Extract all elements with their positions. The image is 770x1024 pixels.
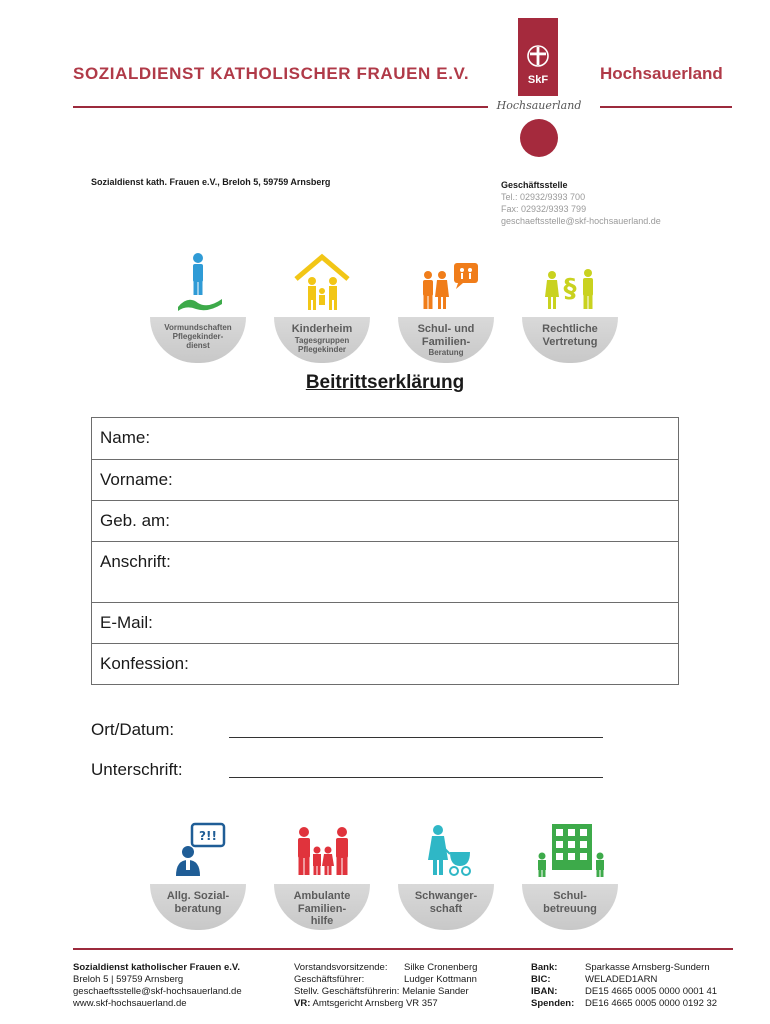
cross-emblem-icon <box>526 44 550 68</box>
service-school-support <box>522 818 618 948</box>
board-value: Silke Cronenberg <box>404 962 478 973</box>
decorative-circle <box>520 119 558 157</box>
service-family-help <box>274 818 370 948</box>
service-label-line2: schaft <box>429 902 463 915</box>
bank-value: DE15 4665 0005 0000 0001 41 <box>585 986 718 997</box>
board-label: Vorstandsvorsitzende: <box>294 962 388 973</box>
header-rule-right <box>600 106 732 108</box>
sender-address-line: Sozialdienst kath. Frauen e.V., Breloh 5, 59759 Arnsberg <box>91 177 331 187</box>
service-label-line2: betreuung <box>543 902 597 915</box>
footer-org-name: Sozialdienst katholischer Frauen e.V. <box>73 962 241 973</box>
svg-text:?!!: ?!! <box>199 829 217 843</box>
pregnancy-icon <box>406 818 486 880</box>
service-label-line1: Schwanger- <box>414 890 478 902</box>
office-heading: Geschäftsstelle <box>501 180 568 190</box>
logo-subtitle: Hochsauerland <box>496 99 582 112</box>
signature-line[interactable] <box>229 777 603 778</box>
bank-value: Sparkasse Arnsberg-Sundern <box>585 962 710 973</box>
board-label: VR: <box>294 998 311 1009</box>
bank-label: IBAN: <box>531 986 558 997</box>
bank-value: DE16 4665 0005 0000 0192 32 <box>585 998 718 1009</box>
field-label: Name: <box>100 428 151 447</box>
service-childrens-home <box>274 251 370 381</box>
service-label-line1: Allg. Sozial- <box>166 890 230 902</box>
field-address[interactable] <box>92 541 678 602</box>
service-label-line1: Vormundschaften <box>164 323 232 332</box>
signature-label: Unterschrift: <box>91 760 183 779</box>
office-fax: Fax: 02932/9393 799 <box>501 204 587 214</box>
service-label-line3: hilfe <box>310 915 334 928</box>
childrens-home-icon <box>282 251 362 313</box>
field-label: E-Mail: <box>100 613 153 632</box>
service-label-line3: Beratung <box>428 348 464 358</box>
office-email: geschaeftsstelle@skf-hochsauerland.de <box>501 216 661 226</box>
footer-rule <box>73 948 733 950</box>
school-support-icon <box>530 818 610 880</box>
office-phone: Tel.: 02932/9393 700 <box>501 192 586 202</box>
board-value: Ludger Kottmann <box>404 974 477 985</box>
service-legal-representation <box>522 251 618 381</box>
svg-text:§: § <box>563 274 577 304</box>
service-label-line1: Kinderheim <box>291 323 353 335</box>
field-first-name[interactable] <box>92 459 678 500</box>
field-label: Anschrift: <box>100 552 171 571</box>
field-name[interactable] <box>92 418 678 459</box>
membership-form <box>91 417 679 685</box>
service-label-line2: Familien- <box>297 902 347 915</box>
footer-board <box>294 962 478 1010</box>
board-value: Melanie Sander <box>402 986 469 997</box>
social-counseling-icon <box>158 818 238 880</box>
service-label-line2: beratung <box>174 902 222 915</box>
service-pregnancy <box>398 818 494 948</box>
bank-value: WELADED1ARN <box>585 974 658 985</box>
organization-title: SOZIALDIENST KATHOLISCHER FRAUEN E.V. <box>73 64 470 83</box>
service-label-line2: Vertretung <box>542 335 598 348</box>
footer-web-link[interactable]: www.skf-hochsauerland.de <box>73 998 187 1009</box>
footer-street: Breloh 5 | 59759 Arnsberg <box>73 974 184 985</box>
header-rule-left <box>73 106 488 108</box>
footer-address <box>73 962 242 1010</box>
service-label-line2: Tagesgruppen <box>294 335 350 345</box>
footer-bank <box>531 962 717 1010</box>
footer-email-link[interactable]: geschaeftsstelle@skf-hochsauerland.de <box>73 986 242 997</box>
legal-representation-icon <box>530 251 610 313</box>
service-guardianship <box>150 251 246 381</box>
region-title: Hochsauerland <box>600 64 723 83</box>
family-help-icon <box>282 818 362 880</box>
bank-label: Spenden: <box>531 998 575 1009</box>
bank-label: Bank: <box>531 962 558 973</box>
service-label-line1: Ambulante <box>293 890 351 902</box>
field-label: Konfession: <box>100 654 189 673</box>
service-label-line3: dienst <box>186 341 210 351</box>
service-label-line1: Schul- und <box>417 323 475 335</box>
service-label-line2: Familien- <box>421 335 471 348</box>
service-label-line1: Schul- <box>553 890 587 902</box>
service-label-line3: Pflegekinder <box>297 344 346 354</box>
place-date-label: Ort/Datum: <box>91 720 175 739</box>
service-label-line1: Rechtliche <box>542 323 598 335</box>
field-birth-date[interactable] <box>92 500 678 541</box>
logo-text: SkF <box>527 74 549 86</box>
board-value: Amtsgericht Arnsberg VR 357 <box>312 998 438 1009</box>
service-label-line2: Pflegekinder- <box>172 332 224 342</box>
place-date-line[interactable] <box>229 737 603 738</box>
family-counseling-icon <box>406 251 486 313</box>
field-email[interactable] <box>92 602 678 643</box>
field-label: Geb. am: <box>100 511 170 530</box>
service-family-counseling <box>398 251 494 381</box>
field-denomination[interactable] <box>92 643 678 684</box>
guardianship-icon <box>158 251 238 313</box>
form-title: Beitrittserklärung <box>305 372 465 393</box>
board-label: Stellv. Geschäftsführerin: <box>294 986 400 997</box>
service-social-counseling <box>150 818 246 948</box>
board-label: Geschäftsführer: <box>294 974 365 985</box>
field-label: Vorname: <box>100 470 173 489</box>
bank-label: BIC: <box>531 974 551 985</box>
